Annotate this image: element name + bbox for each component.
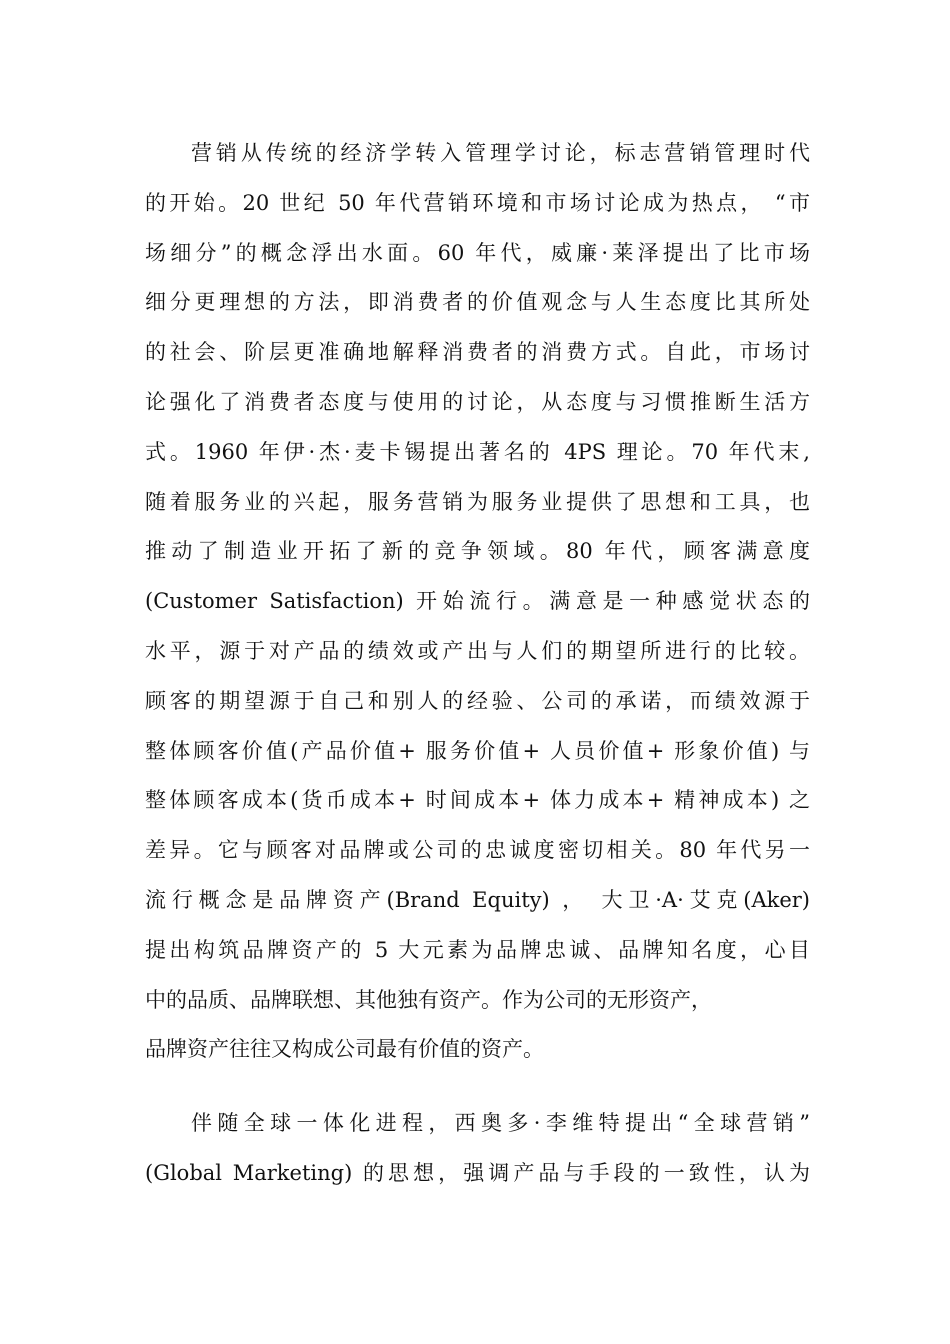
paragraph-line: 品牌资产往往又构成公司最有价值的资产。 [145, 1037, 544, 1062]
paragraph-line: 中的品质、品牌联想、其他独有资产。作为公司的无形资产， [145, 987, 712, 1012]
paragraph-line: 细分更理想的方法，即消费者的价值观念与人生态度比其所处 [145, 290, 810, 315]
paragraph-spacer [145, 1075, 810, 1099]
paragraph-line: 场细分”的概念浮出水面。60 年代，威廉·莱泽提出了比市场 [145, 240, 810, 265]
paragraph-line: 伴随全球一体化进程，西奥多·李维特提出“全球营销” [191, 1111, 810, 1136]
document-body [145, 129, 810, 1199]
paragraph-line: 的社会、阶层更准确地解释消费者的消费方式。自此，市场讨 [145, 340, 810, 365]
paragraph-line: 推动了制造业开拓了新的竞争领域。80 年代，顾客满意度 [145, 539, 810, 564]
paragraph-line: 随着服务业的兴起，服务营销为服务业提供了思想和工具，也 [145, 489, 810, 514]
paragraph-line: 提出构筑品牌资产的 5 大元素为品牌忠诚、品牌知名度，心目 [145, 937, 810, 962]
paragraph-global-marketing [145, 1099, 810, 1199]
paragraph-line: 营销从传统的经济学转入管理学讨论，标志营销管理时代 [191, 141, 810, 165]
paragraph-line: 差异。它与顾客对品牌或公司的忠诚度密切相关。80 年代另一 [145, 838, 810, 863]
paragraph-line: 论强化了消费者态度与使用的讨论，从态度与习惯推断生活方 [145, 389, 810, 414]
paragraph-line: 水平，源于对产品的绩效或产出与人们的期望所进行的比较。 [145, 638, 810, 663]
paragraph-line: 整体顾客价值(产品价值+ 服务价值+ 人员价值+ 形象价值) 与 [145, 738, 810, 763]
paragraph-line: (Global Marketing) 的思想，强调产品与手段的一致性，认为 [145, 1160, 810, 1185]
paragraph-line: 整体顾客成本(货币成本+ 时间成本+ 体力成本+ 精神成本) 之 [145, 788, 810, 813]
paragraph-marketing-history [145, 129, 810, 1075]
paragraph-line: (Customer Satisfaction) 开始流行。满意是一种感觉状态的 [145, 589, 810, 614]
paragraph-line: 顾客的期望源于自己和别人的经验、公司的承诺，而绩效源于 [145, 688, 810, 713]
paragraph-line: 的开始。20 世纪 50 年代营销环境和市场讨论成为热点， “市 [145, 190, 810, 215]
paragraph-line: 式。1960 年伊·杰·麦卡锡提出著名的 4PS 理论。70 年代末, [145, 439, 810, 464]
paragraph-line: 流行概念是品牌资产(Brand Equity) ， 大卫·A·艾克(Aker) [145, 887, 810, 912]
